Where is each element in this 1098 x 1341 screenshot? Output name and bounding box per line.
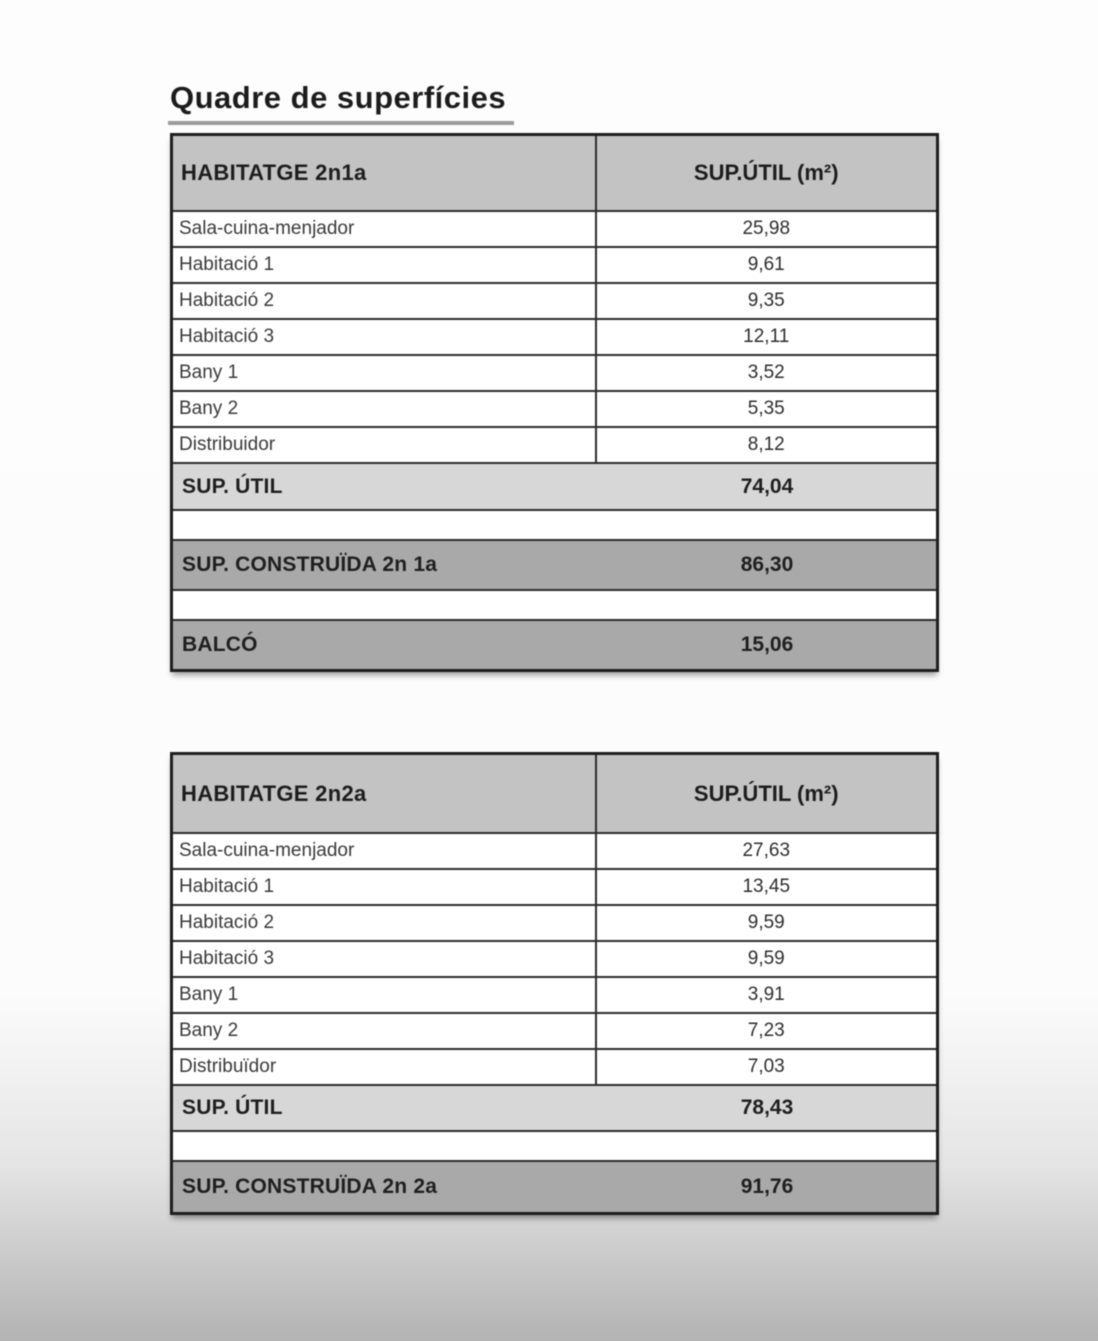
total-label: SUP. ÚTIL (182, 474, 283, 498)
surface-table-habitatge-2n2a (170, 752, 939, 1215)
room-row (172, 833, 938, 869)
room-row (172, 905, 938, 941)
page-title: Quadre de superfícies (168, 80, 514, 125)
room-value: 3,91 (596, 977, 938, 1013)
room-row (172, 977, 938, 1013)
room-value: 9,35 (596, 283, 938, 319)
room-row (172, 355, 938, 391)
room-value: 7,03 (596, 1049, 938, 1085)
table-header-row (172, 754, 938, 834)
room-label: Distribuidor (172, 427, 596, 463)
room-label: Distribuïdor (172, 1049, 596, 1085)
room-row (172, 1049, 938, 1085)
sup-construida-total-row (172, 1161, 938, 1214)
room-row (172, 869, 938, 905)
room-value: 8,12 (596, 427, 938, 463)
unit-column-header: SUP.ÚTIL (m²) (596, 754, 938, 834)
room-value: 25,98 (596, 211, 938, 247)
sup-util-total-row (172, 1085, 938, 1131)
total-value: 86,30 (740, 553, 794, 576)
room-value: 5,35 (596, 391, 938, 427)
table-title: HABITATGE 2n2a (172, 754, 596, 834)
surface-table-habitatge-2n1a (170, 133, 939, 672)
spacer-row (172, 1131, 938, 1161)
room-row (172, 283, 938, 319)
table-title: HABITATGE 2n1a (172, 135, 596, 212)
total-label: SUP. CONSTRUÏDA 2n 1a (182, 553, 438, 576)
room-label: Habitació 1 (172, 247, 596, 283)
spacer-row (172, 590, 938, 620)
room-label: Bany 2 (172, 1013, 596, 1049)
room-value: 27,63 (596, 833, 938, 869)
table-header-row (172, 135, 938, 212)
room-row (172, 211, 938, 247)
room-label: Sala-cuina-menjador (172, 833, 596, 869)
room-value: 9,59 (596, 941, 938, 977)
total-value: 91,76 (740, 1175, 794, 1198)
room-label: Bany 1 (172, 977, 596, 1013)
total-value: 78,43 (740, 1096, 794, 1119)
room-value: 12,11 (596, 319, 938, 355)
total-label: SUP. CONSTRUÏDA 2n 2a (182, 1175, 438, 1198)
sup-util-total-row (172, 463, 938, 510)
room-label: Habitació 1 (172, 869, 596, 905)
total-value: 15,06 (740, 633, 794, 656)
spacer-row (172, 510, 938, 540)
room-label: Bany 1 (172, 355, 596, 391)
room-label: Habitació 2 (172, 905, 596, 941)
room-row (172, 247, 938, 283)
room-label: Habitació 2 (172, 283, 596, 319)
room-value: 7,23 (596, 1013, 938, 1049)
room-value: 3,52 (596, 355, 938, 391)
room-row (172, 427, 938, 463)
unit-column-header: SUP.ÚTIL (m²) (596, 135, 938, 212)
room-label: Bany 2 (172, 391, 596, 427)
balco-total-row (172, 620, 938, 671)
room-value: 9,59 (596, 905, 938, 941)
room-label: Sala-cuina-menjador (172, 211, 596, 247)
room-row (172, 391, 938, 427)
total-label: SUP. ÚTIL (182, 1096, 283, 1119)
room-value: 9,61 (596, 247, 938, 283)
room-row (172, 1013, 938, 1049)
total-label: BALCÓ (182, 633, 258, 656)
room-value: 13,45 (596, 869, 938, 905)
room-row (172, 941, 938, 977)
room-label: Habitació 3 (172, 941, 596, 977)
sup-construida-total-row (172, 540, 938, 590)
total-value: 74,04 (740, 474, 794, 498)
room-row (172, 319, 938, 355)
room-label: Habitació 3 (172, 319, 596, 355)
